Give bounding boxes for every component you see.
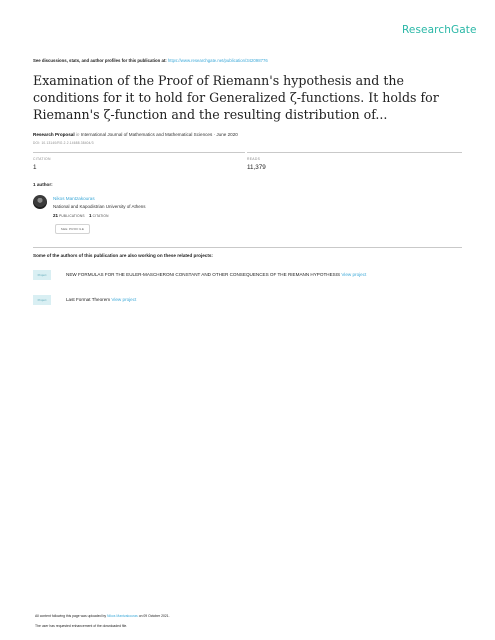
see-profile-button[interactable]: SEE PROFILE (55, 224, 90, 234)
author-affiliation: National and Kapodistrian University of Athens (53, 204, 146, 209)
discussion-label: See discussions, stats, and author profiles for this publication at: (33, 58, 167, 63)
citation-count: 1 (33, 164, 37, 171)
publication-venue: International Journal of Mathematics and Mathematical Sciences · June 2020 (80, 132, 238, 137)
upload-note (35, 614, 170, 618)
view-project-link[interactable]: View project (341, 272, 367, 277)
author-stats (53, 213, 109, 218)
publication-type: Research Proposal (33, 132, 75, 137)
citation-label: CITATION (33, 157, 51, 161)
authors-heading: 1 author: (33, 182, 53, 187)
project-title: Last Format Theorem (66, 297, 111, 302)
related-project-item (66, 297, 136, 302)
view-project-link[interactable]: View project (111, 297, 137, 302)
related-project-item (66, 272, 366, 277)
in-label: in (75, 132, 80, 137)
publication-doi: DOI: 10.13140/RG.2.2.14688.38404/3 (33, 141, 94, 145)
reads-count: 11,379 (247, 164, 266, 171)
publication-url-link[interactable]: https://www.researchgate.net/publication/342098776 (167, 58, 268, 63)
project-title: NEW FORMULAS FOR THE EULER-MASCHERONI CONSTANT AND OTHER CONSEQUENCES OF THE RIEMANN HYPOTHESIS (66, 272, 341, 277)
author-avatar[interactable] (33, 195, 47, 209)
upload-date: on 09 October 2021. (138, 614, 170, 618)
citation-divider (33, 152, 245, 153)
related-projects-heading: Some of the authors of this publication are also working on these related projects: (33, 253, 213, 258)
author-publications-count: 21 (53, 213, 59, 218)
project-badge: Project (33, 270, 51, 280)
related-divider (33, 247, 462, 248)
enhancement-note: The user has requested enhancement of the downloaded file. (35, 624, 128, 628)
reads-label: READS (247, 157, 261, 161)
publication-title: Examination of the Proof of Riemann's hypothesis and the conditions for it to hold for Generalized ζ-functions. It holds for Riemann's ζ-function and the resulting distribution of... (33, 73, 439, 122)
publication-meta (33, 132, 238, 137)
author-citations-label: CITATION (92, 214, 109, 218)
uploader-link[interactable]: Nikos Mantzakouras (107, 614, 138, 618)
researchgate-logo[interactable]: ResearchGate (402, 24, 477, 36)
reads-divider (247, 152, 462, 153)
upload-prefix: All content following this page was uploaded by (35, 614, 107, 618)
project-badge: Project (33, 295, 51, 305)
discussion-line (33, 58, 268, 63)
author-citations-count: 1 (89, 213, 92, 218)
author-publications-label: PUBLICATIONS (59, 214, 85, 218)
author-name-link[interactable]: Nikos Mantzakouras (53, 196, 95, 201)
